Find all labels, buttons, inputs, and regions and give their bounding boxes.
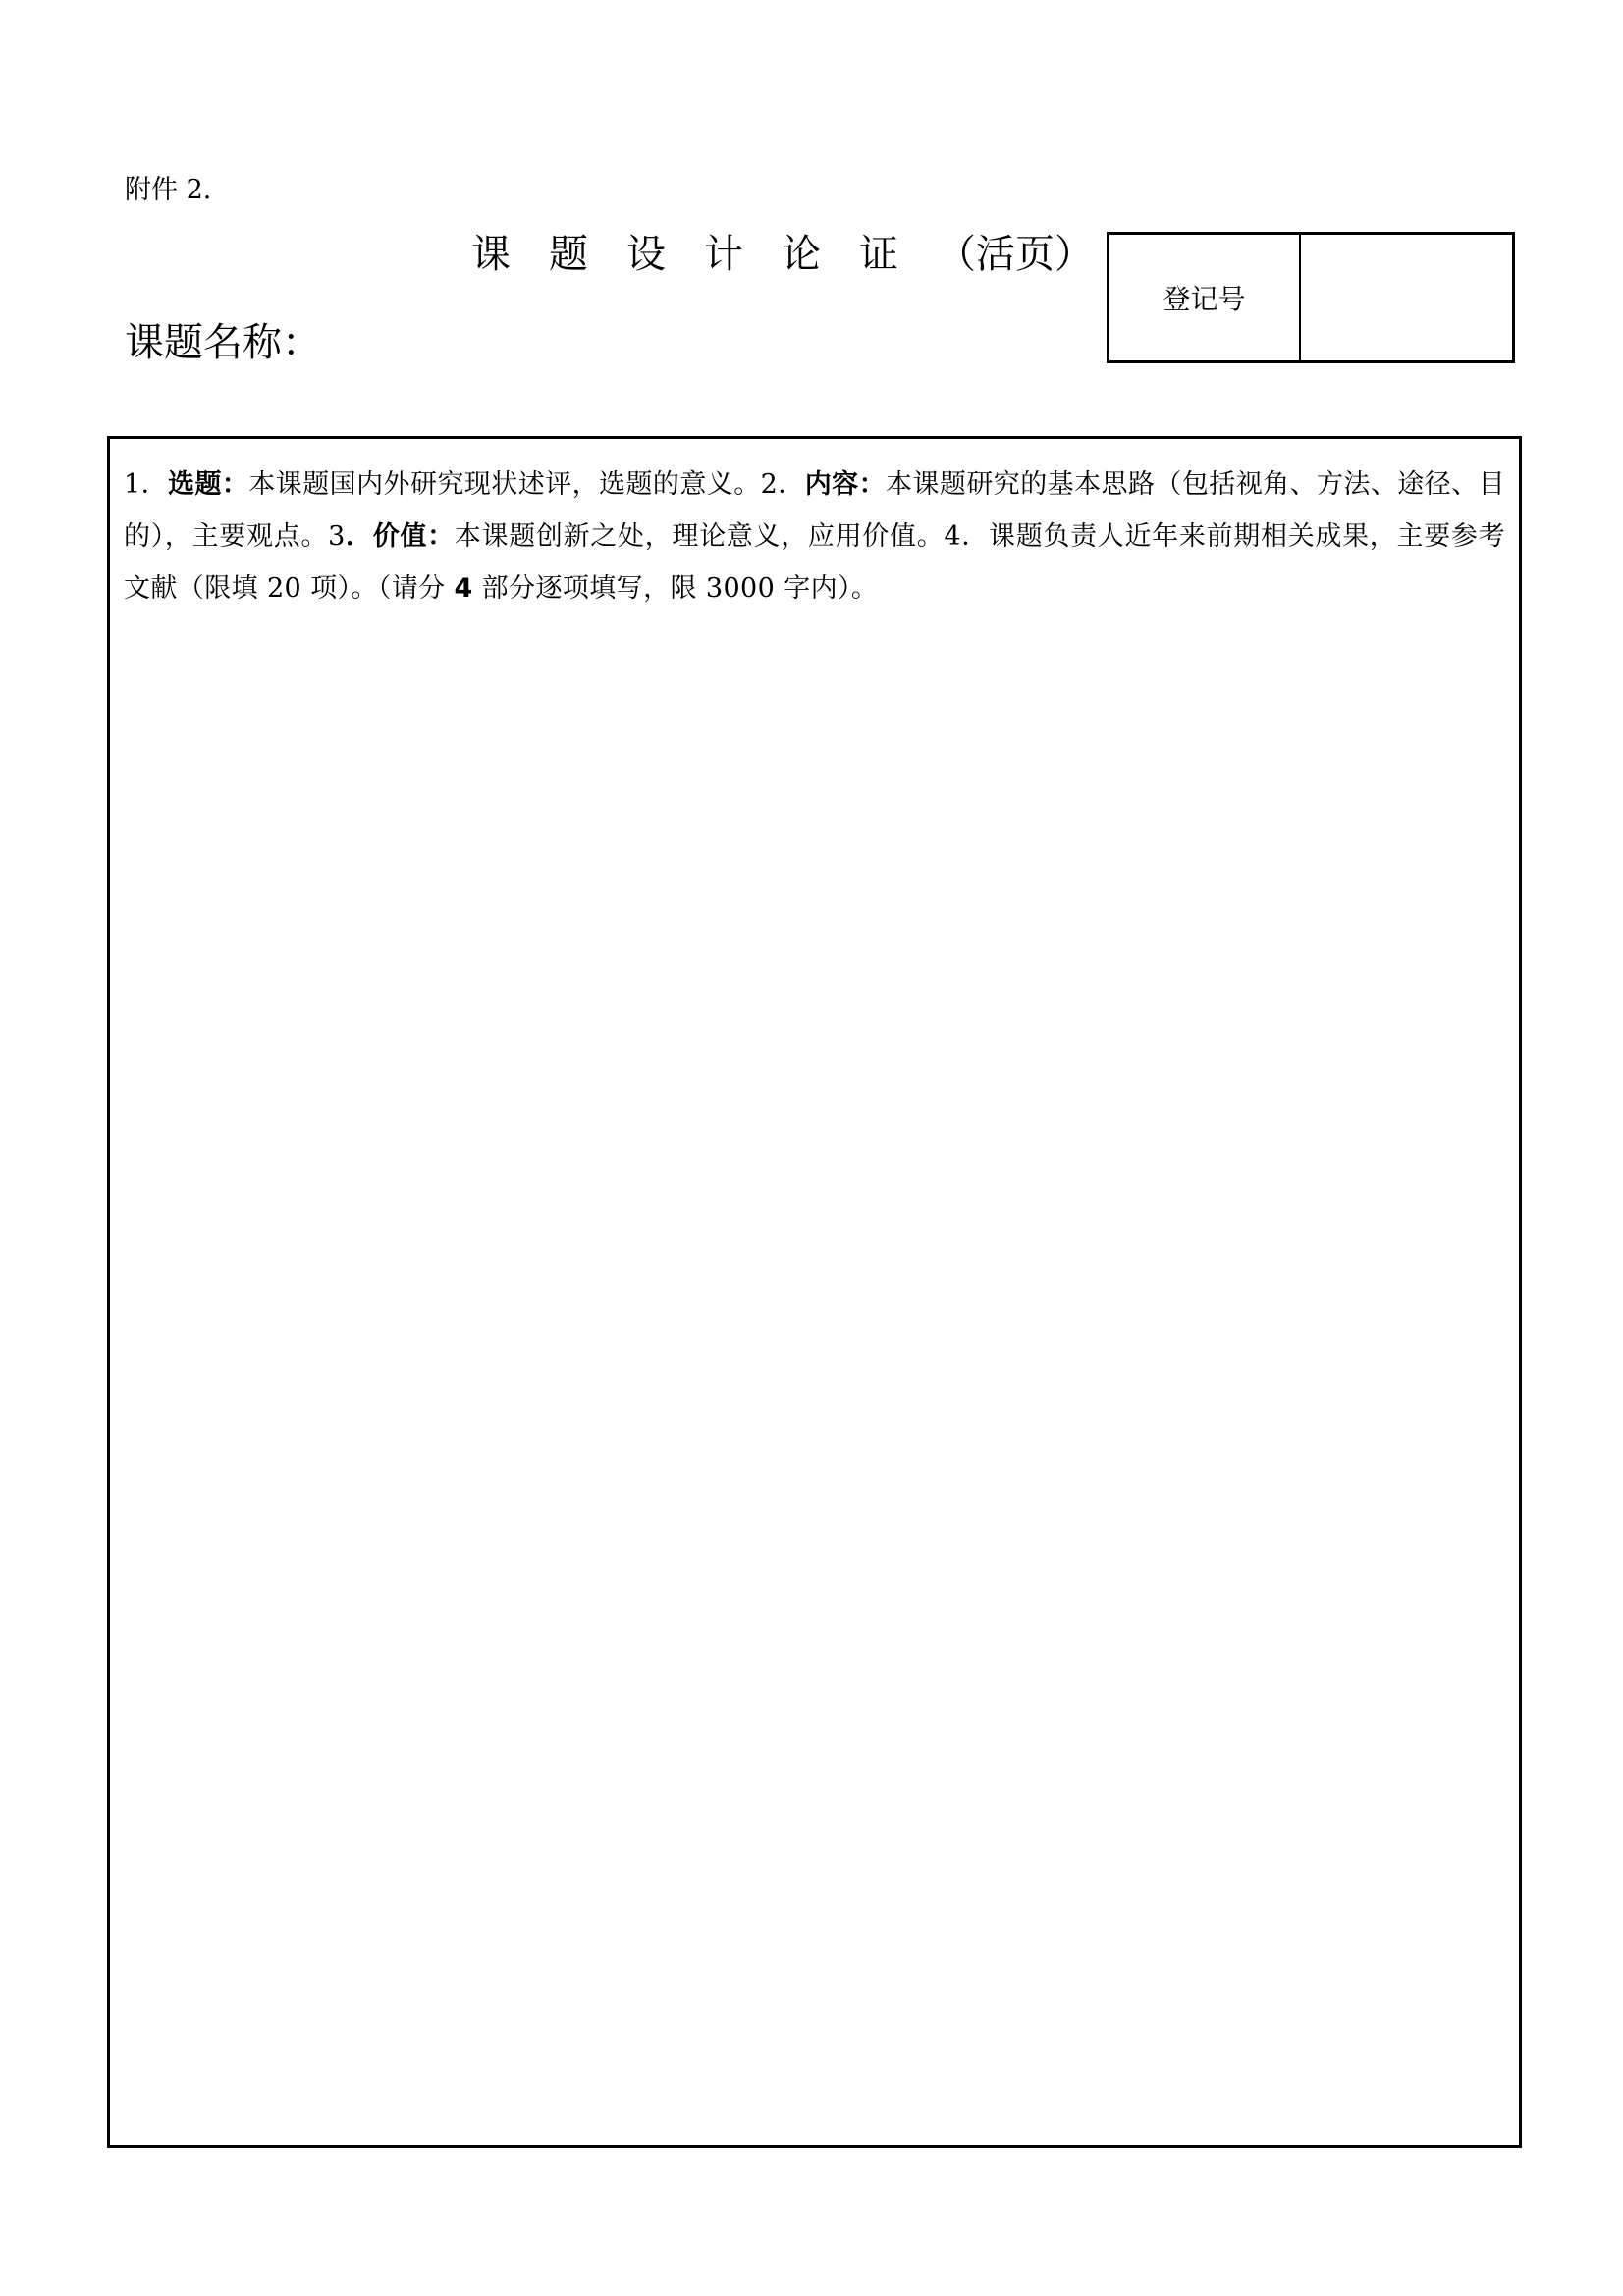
title-char: 论 (782, 232, 821, 277)
item-4-number: 4． (944, 521, 989, 552)
item-3-number: 3 (328, 521, 346, 552)
item-4-tail: 部分逐项填写，限 3000 字内）。 (472, 574, 879, 604)
title-char: 证 (859, 232, 898, 277)
registration-label: 登记号 (1109, 235, 1301, 360)
item-2-number: 2． (760, 469, 805, 500)
title-char: 课 (471, 232, 511, 277)
item-4-text: 课题负责人近年来前期相关成果，主要参考文献（限填 20 项）。（请分 (124, 521, 1505, 604)
registration-box (1107, 232, 1515, 363)
item-1-number: 1． (124, 469, 169, 500)
item-1-text: 本课题国内外研究现状述评，选题的意义。 (248, 469, 761, 500)
item-3-heading: ．价值： (345, 521, 455, 552)
item-2-text: 本课题研究的基本思路（包括视角、方法、途径、目的），主要观点。 (124, 469, 1506, 552)
item-1-heading: 选题： (168, 469, 249, 500)
subject-name-label: 课题名称： (125, 320, 321, 365)
content-area[interactable] (107, 436, 1522, 2148)
title-suffix: （活页） (937, 232, 1094, 277)
instructions-text (124, 459, 1505, 615)
title-char: 计 (704, 232, 743, 277)
item-3-text: 本课题创新之处，理论意义，应用价值。 (454, 521, 945, 552)
title-char: 设 (626, 232, 666, 277)
item-2-heading: 内容： (804, 469, 887, 500)
page-title (471, 229, 1094, 280)
attachment-label: 附件 2. (125, 175, 212, 205)
title-char: 题 (549, 232, 588, 277)
item-4-bold-count: 4 (454, 574, 473, 604)
registration-number-field[interactable] (1301, 235, 1512, 360)
